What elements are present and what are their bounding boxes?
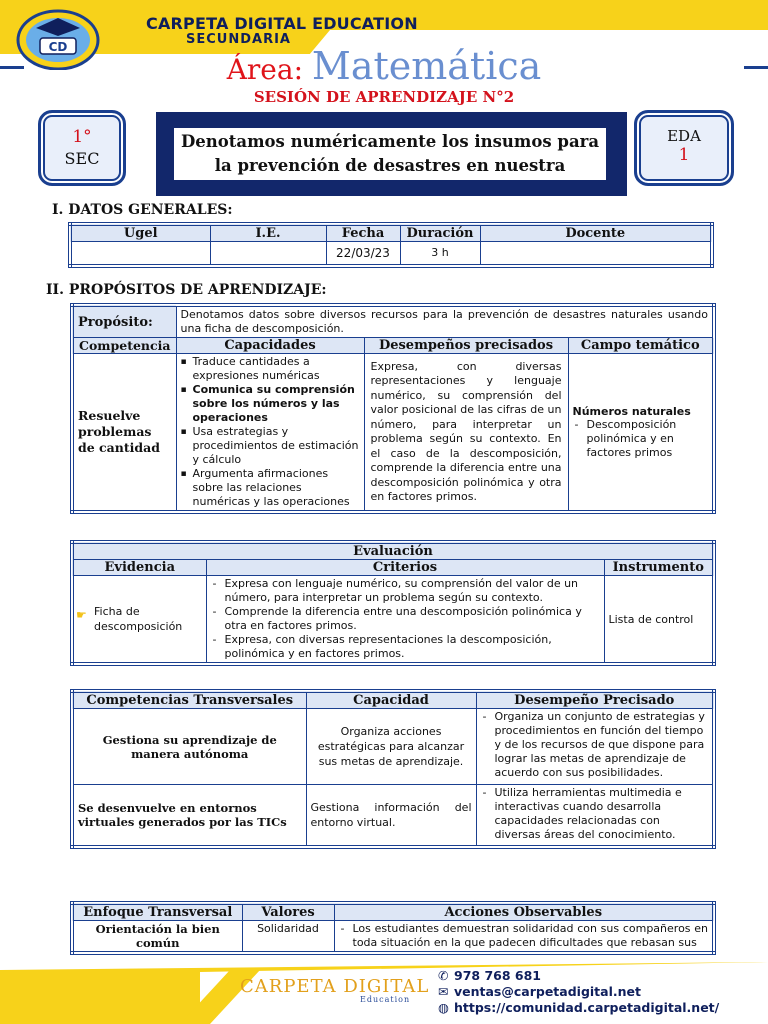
datos-generales-table — [68, 222, 714, 268]
table-title-row — [72, 542, 714, 560]
transversal-desempeno-cell — [476, 709, 714, 785]
table-header-row — [72, 691, 714, 709]
topic-title: Denotamos numéricamente los insumos para la prevención de desastres en nuestra — [174, 128, 606, 180]
col-campo-tematico: Campo temático — [568, 338, 714, 354]
topic-frame — [156, 112, 627, 196]
footer-phone: 978 768 681 — [454, 968, 541, 983]
desempeno-value: Expresa, con diversas representaciones y lenguaje numérico, su comprensión del valor posicional de las cifras de un número, para interpretar un problema según su contexto. En el caso de la descomposición, comprende la diferencia entre una descomposición polinómica y otra en factores primos. — [364, 354, 568, 513]
fecha-value: 22/03/23 — [326, 242, 400, 266]
col-instrumento: Instrumento — [604, 560, 714, 576]
transversal-competencia: Gestiona su aprendizaje de manera autónoma — [72, 709, 306, 785]
footer — [0, 962, 768, 1024]
eda-badge — [634, 110, 734, 186]
list-item: - Descomposición polinómica y en factores primos — [573, 418, 709, 460]
eda-label: EDA — [667, 127, 701, 145]
col-capacidad: Capacidad — [306, 691, 476, 709]
docente-value — [480, 242, 712, 266]
footer-email[interactable]: ventas@carpetadigital.net — [454, 984, 641, 999]
table-row — [72, 354, 714, 513]
list-item: ▪ Comunica su comprensión sobre los números y las operaciones — [181, 383, 360, 425]
footer-email-row — [438, 984, 719, 1000]
section-datos-generales-title: I. DATOS GENERALES: — [52, 202, 233, 218]
area-name: Matemática — [311, 44, 542, 88]
evidencia-value: Ficha de descomposición — [94, 605, 183, 633]
transversales-table — [70, 689, 716, 849]
proposito-row — [72, 305, 714, 338]
capacidades-list — [181, 355, 360, 509]
table-header-row — [72, 560, 714, 576]
list-item: - Expresa con lenguaje numérico, su comprensión del valor de un número, para interpretar un problema según su contexto. — [211, 577, 600, 605]
list-item: ▪ Traduce cantidades a expresiones numéricas — [181, 355, 360, 383]
phone-icon: ✆ — [438, 968, 449, 983]
footer-phone-row — [438, 968, 719, 984]
session-title: SESIÓN DE APRENDIZAJE N°2 — [253, 88, 515, 106]
desempeno-list — [481, 786, 709, 842]
col-desempenos: Desempeños precisados — [364, 338, 568, 354]
eda-number: 1 — [678, 145, 690, 165]
campo-list — [573, 418, 709, 460]
col-ie: I.E. — [210, 224, 326, 242]
col-fecha: Fecha — [326, 224, 400, 242]
acciones-list — [339, 922, 709, 950]
table-row — [72, 921, 714, 954]
col-enfoque: Enfoque Transversal — [72, 903, 242, 921]
evidencia-cell — [72, 576, 206, 665]
table-header-row — [72, 903, 714, 921]
brand-subtitle: SECUNDARIA — [186, 32, 291, 47]
globe-icon: ◍ — [438, 1000, 449, 1015]
list-item: - Utiliza herramientas multimedia e interactivas cuando desarrolla capacidades relacionadas con diversas áreas del conocimiento. — [481, 786, 709, 842]
table-row — [70, 242, 712, 266]
footer-brand — [240, 976, 429, 1004]
col-docente: Docente — [480, 224, 712, 242]
transversal-desempeno-cell — [476, 785, 714, 847]
campo-title: Números naturales — [572, 404, 691, 418]
instrumento-value: Lista de control — [604, 576, 714, 665]
proposito-label: Propósito: — [72, 305, 176, 338]
table-header-row — [72, 338, 714, 354]
table-row — [72, 709, 714, 785]
transversal-competencia: Se desenvuelve en entornos virtuales generados por las TICs — [72, 785, 306, 847]
col-evidencia: Evidencia — [72, 560, 206, 576]
list-item: - Los estudiantes demuestran solidaridad con sus compañeros en toda situación en la que padecen dificultades que rebasan sus — [339, 922, 709, 950]
desempeno-list — [481, 710, 709, 780]
section-propositos-title: II. PROPÓSITOS DE APRENDIZAJE: — [46, 282, 327, 298]
criterios-list — [211, 577, 600, 661]
ie-value — [210, 242, 326, 266]
table-header-row — [70, 224, 712, 242]
area-title — [0, 44, 768, 88]
col-acciones: Acciones Observables — [334, 903, 714, 921]
evaluacion-title: Evaluación — [72, 542, 714, 560]
transversal-capacidad: Organiza acciones estratégicas para alcanzar sus metas de aprendizaje. — [306, 709, 476, 785]
competencia-value: Resuelve problemas de cantidad — [72, 354, 176, 513]
list-item: - Expresa, con diversas representaciones la descomposición, polinómica y en factores primos. — [211, 633, 600, 661]
brand-title: CARPETA DIGITAL EDUCATION — [146, 14, 418, 33]
enfoque-table — [70, 901, 716, 955]
list-item: - Comprende la diferencia entre una descomposición polinómica y otra en factores primos. — [211, 605, 600, 633]
grade-label: SEC — [64, 149, 100, 168]
footer-url[interactable]: https://comunidad.carpetadigital.net/ — [454, 1000, 720, 1015]
ugel-value — [70, 242, 210, 266]
proposito-text: Denotamos datos sobre diversos recursos para la prevención de desastres naturales usando una ficha de descomposición. — [176, 305, 714, 338]
valor-value: Solidaridad — [242, 921, 334, 954]
col-competencias-transversales: Competencias Transversales — [72, 691, 306, 709]
footer-contact — [438, 968, 719, 1016]
footer-url-row — [438, 1000, 719, 1016]
col-desempeno-precisado: Desempeño Precisado — [476, 691, 714, 709]
table-row — [72, 785, 714, 847]
campo-tematico-cell — [568, 354, 714, 513]
list-item: - Organiza un conjunto de estrategias y procedimientos en función del tiempo y de los recursos de que dispone para lograr las metas de aprendizaje de acuerdo con sus posibilidades. — [481, 710, 709, 780]
col-capacidades: Capacidades — [176, 338, 364, 354]
col-criterios: Criterios — [206, 560, 604, 576]
criterios-cell — [206, 576, 604, 665]
grade-badge — [38, 110, 126, 186]
list-item: ▪ Argumenta afirmaciones sobre las relaciones numéricas y las operaciones — [181, 467, 360, 509]
col-competencia: Competencia — [72, 338, 176, 354]
enfoque-value: Orientación la bien común — [72, 921, 242, 954]
capacidades-list-cell — [176, 354, 364, 513]
propositos-table — [70, 303, 716, 514]
duracion-value: 3 h — [400, 242, 480, 266]
email-icon: ✉ — [438, 984, 449, 999]
footer-brand-sub: Education — [360, 995, 411, 1004]
grade-number: 1° — [72, 127, 92, 147]
accion-cell — [334, 921, 714, 954]
hand-pointer-icon: ☛ — [76, 608, 87, 622]
col-valores: Valores — [242, 903, 334, 921]
transversal-capacidad: Gestiona información del entorno virtual. — [306, 785, 476, 847]
col-duracion: Duración — [400, 224, 480, 242]
evaluacion-table — [70, 540, 716, 666]
list-item: ▪ Usa estrategias y procedimientos de estimación y cálculo — [181, 425, 360, 467]
footer-brand-name: CARPETA DIGITAL — [240, 976, 430, 997]
area-prefix: Área: — [226, 53, 304, 86]
col-ugel: Ugel — [70, 224, 210, 242]
table-row — [72, 576, 714, 665]
svg-text:CD: CD — [48, 40, 68, 54]
